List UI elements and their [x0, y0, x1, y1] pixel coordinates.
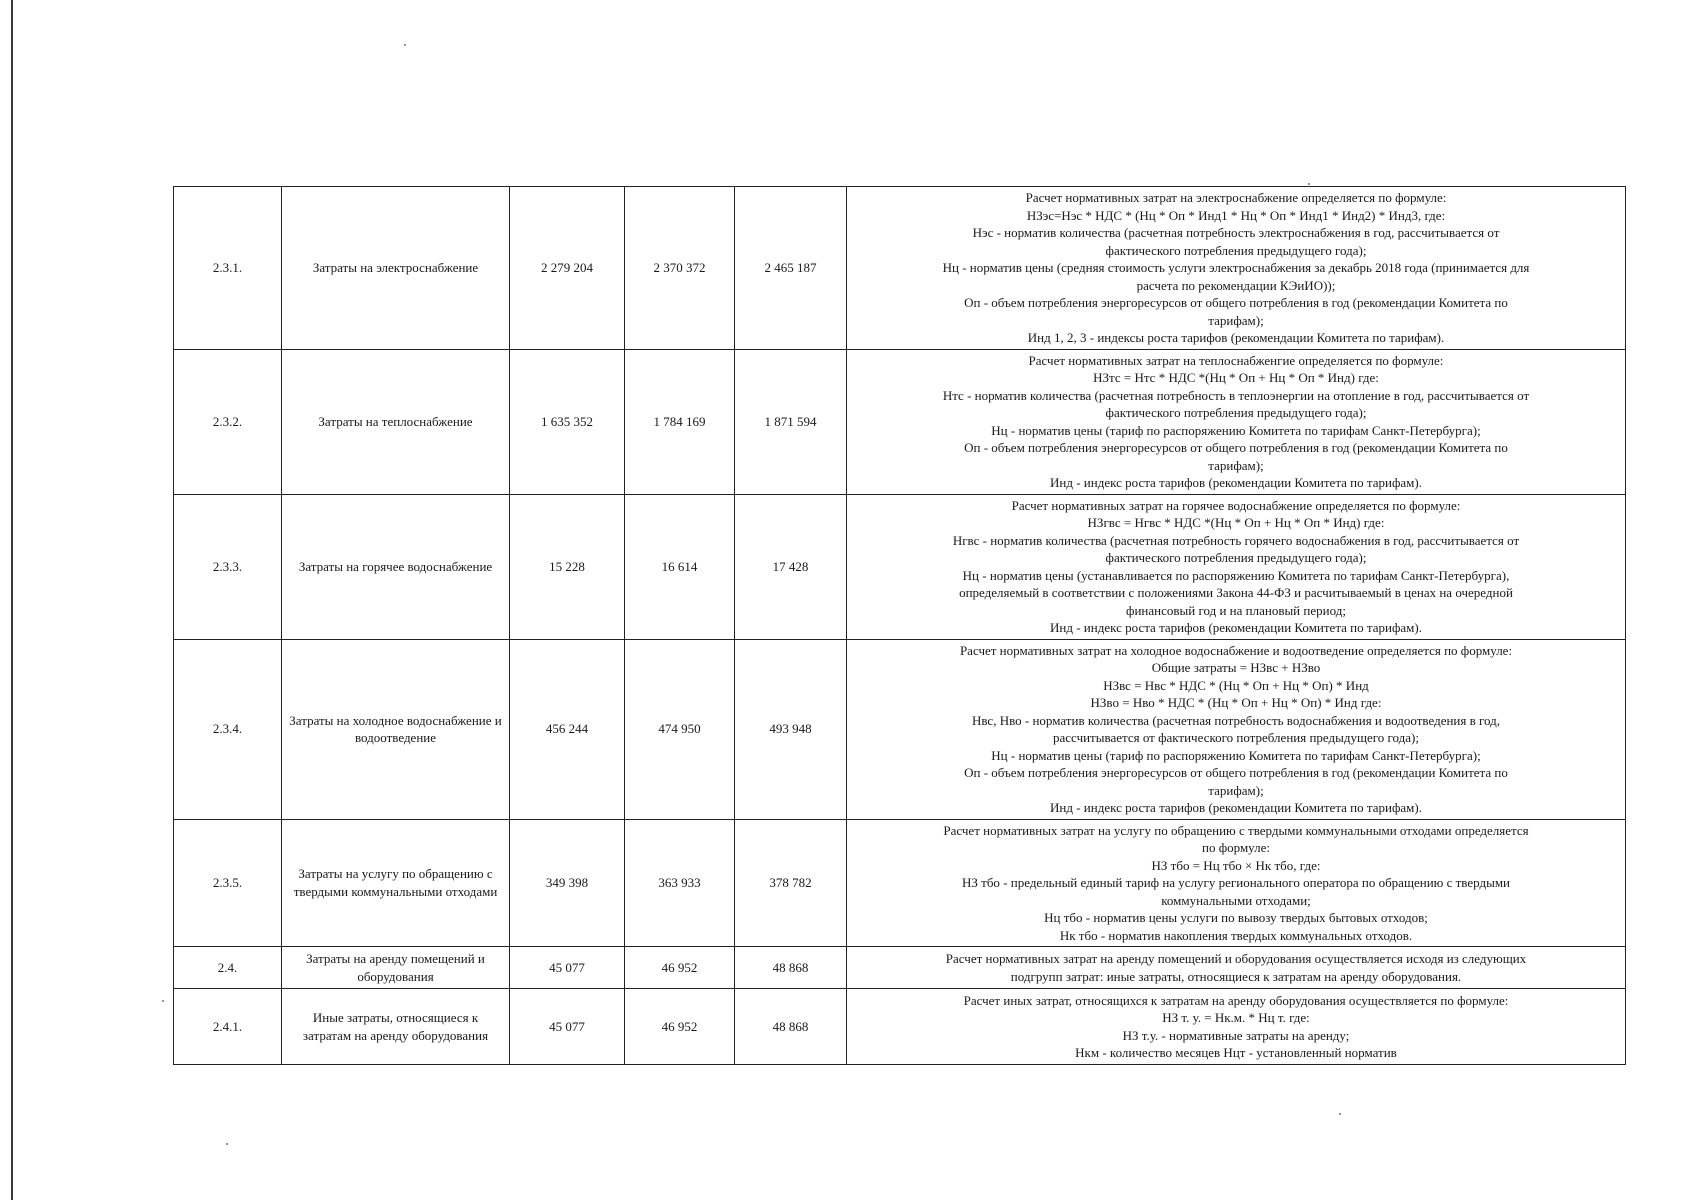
value-year-3: 493 948	[735, 639, 847, 819]
description-line: НЗвс = Нвс * НДС * (Нц * Оп + Нц * Оп) * Инд	[1103, 677, 1369, 693]
description-line: Нц - норматив цены (тариф по распоряжению Комитета по тарифам Санкт-Петербурга);	[991, 422, 1481, 438]
value-year-3: 48 868	[735, 947, 847, 989]
description-line: Расчет нормативных затрат на теплоснабженгие определяется по формуле:	[1028, 352, 1444, 368]
scan-speck	[404, 44, 406, 46]
description-line: Нк тбо - норматив накопления твердых коммунальных отходов.	[1059, 927, 1413, 943]
description-line: Оп - объем потребления энергоресурсов от общего потребления в год (рекомендации Комитета по	[964, 440, 1508, 455]
scan-speck	[226, 1143, 228, 1145]
description-line: Нвс, Нво - норматив количества (расчетная потребность водоснабжения и водоотведения в год,	[971, 712, 1501, 728]
description-line: Нц - норматив цены (средняя стоимость услуги электроснабжения за декабрь 2018 года (принимается для	[942, 260, 1530, 275]
value-year-1: 45 077	[510, 947, 625, 989]
row-name: Затраты на горячее водоснабжение	[282, 494, 510, 639]
description-line: Нц - норматив цены (устанавливается по распоряжению Комитета по тарифам Санкт-Петербурга),	[962, 567, 1510, 583]
description-line: определяемый в соответствии с положениями Закона 44-ФЗ и расчитываемый в ценах на очередной	[959, 585, 1513, 600]
description-line: НЗгвс = Нгвс * НДС *(Нц * Оп + Нц * Оп * Инд) где:	[1087, 515, 1385, 530]
row-name: Затраты на холодное водоснабжение и водоотведение	[282, 639, 510, 819]
description-line: Инд - индекс роста тарифов (рекомендации Комитета по тарифам).	[1050, 475, 1422, 490]
description-line: тарифам);	[1208, 457, 1264, 473]
row-name: Затраты на теплоснабжение	[282, 349, 510, 494]
description-line: НЗтс = Нтс * НДС *(Нц * Оп + Нц * Оп * Инд) где:	[1093, 370, 1379, 385]
value-year-3: 2 465 187	[735, 187, 847, 350]
row-code: 2.3.5.	[174, 819, 282, 947]
description-line: НЗ тбо - предельный единый тариф на услугу регионального оператора по обращению с твердыми	[961, 875, 1511, 890]
scan-speck	[162, 1000, 164, 1002]
description-line: тарифам);	[1208, 782, 1264, 798]
value-year-1: 1 635 352	[510, 349, 625, 494]
description-line: фактического потребления предыдущего года);	[1105, 550, 1367, 565]
description-line: Расчет нормативных затрат на аренду помещений и оборудования осуществляется исходя из следующих	[945, 951, 1527, 966]
table-body	[174, 187, 1626, 1065]
value-year-2: 46 952	[625, 989, 735, 1065]
value-year-2: 16 614	[625, 494, 735, 639]
description-line: Расчет нормативных затрат на холодное водоснабжение и водоотведение определяется по формуле:	[959, 642, 1513, 658]
value-year-2: 2 370 372	[625, 187, 735, 350]
table-row	[174, 187, 1626, 350]
row-description	[847, 819, 1626, 947]
value-year-2: 474 950	[625, 639, 735, 819]
row-description	[847, 187, 1626, 350]
description-line: Нкм - количество месяцев Нцт - установленный норматив	[1075, 1045, 1397, 1060]
value-year-1: 456 244	[510, 639, 625, 819]
description-line: Расчет нормативных затрат на горячее водоснабжение определяется по формуле:	[1011, 497, 1461, 513]
description-line: Нэс - норматив количества (расчетная потребность электроснабжения в год, рассчитывается от	[972, 225, 1500, 240]
table-row	[174, 349, 1626, 494]
description-line: коммунальными отходами;	[1161, 892, 1311, 908]
description-line: НЗво = Нво * НДС * (Нц * Оп + Нц * Оп) * Инд где:	[1090, 695, 1382, 710]
value-year-1: 15 228	[510, 494, 625, 639]
row-description	[847, 989, 1626, 1065]
description-line: рассчитывается от фактического потребления предыдущего года);	[1053, 730, 1419, 745]
scan-speck	[1339, 1113, 1341, 1115]
description-line: Расчет нормативных затрат на услугу по обращению с твердыми коммунальными отходами определяется	[943, 822, 1529, 838]
row-description	[847, 639, 1626, 819]
row-name: Затраты на аренду помещений и оборудования	[282, 947, 510, 989]
row-description	[847, 947, 1626, 989]
description-line: Инд 1, 2, 3 - индексы роста тарифов (рекомендации Комитета по тарифам).	[1027, 330, 1445, 345]
row-code: 2.4.	[174, 947, 282, 989]
description-line: Оп - объем потребления энергоресурсов от общего потребления в год (рекомендации Комитета по	[964, 765, 1508, 780]
value-year-3: 1 871 594	[735, 349, 847, 494]
description-line: НЗ т. у. = Нк.м. * Нц т. где:	[1162, 1010, 1310, 1025]
description-line: Расчет иных затрат, относящихся к затратам на аренду оборудования осуществляется по формуле:	[963, 992, 1509, 1008]
value-year-1: 2 279 204	[510, 187, 625, 350]
row-name: Затраты на электроснабжение	[282, 187, 510, 350]
table-row	[174, 947, 1626, 989]
description-line: Общие затраты = НЗвс + НЗво	[1151, 660, 1321, 675]
description-line: по формуле:	[1202, 840, 1270, 855]
row-code: 2.3.2.	[174, 349, 282, 494]
description-line: Расчет нормативных затрат на электроснабжение определяется по формуле:	[1025, 190, 1447, 205]
description-line: Нтс - норматив количества (расчетная потребность в теплоэнергии на отопление в год, рассчитывается от	[942, 387, 1530, 403]
scan-speck	[1308, 183, 1310, 185]
description-line: финансовый год и на плановый период;	[1126, 602, 1346, 618]
table-row	[174, 494, 1626, 639]
description-line: подгрупп затрат: иные затраты, относящиеся к затратам на аренду оборудования.	[1010, 968, 1462, 984]
description-line: Оп - объем потребления энергоресурсов от общего потребления в год (рекомендации Комитета по	[964, 295, 1508, 310]
description-line: Нц - норматив цены (тариф по распоряжению Комитета по тарифам Санкт-Петербурга);	[991, 747, 1481, 763]
description-line: фактического потребления предыдущего года);	[1105, 242, 1367, 258]
description-line: Нгвс - норматив количества (расчетная потребность горячего водоснабжения в год, рассчитывается от	[952, 532, 1520, 548]
row-description	[847, 349, 1626, 494]
description-line: НЗэс=Нэс * НДС * (Нц * Оп * Инд1 * Нц * Оп * Инд1 * Инд2) * Инд3, где:	[1026, 207, 1446, 223]
description-line: НЗ тбо = Нц тбо × Нк тбо, где:	[1151, 857, 1321, 873]
table-row	[174, 989, 1626, 1065]
value-year-3: 378 782	[735, 819, 847, 947]
table-row	[174, 639, 1626, 819]
description-line: фактического потребления предыдущего года);	[1105, 405, 1367, 420]
value-year-3: 17 428	[735, 494, 847, 639]
description-line: НЗ т.у. - нормативные затраты на аренду;	[1122, 1027, 1350, 1043]
value-year-1: 349 398	[510, 819, 625, 947]
cost-calculation-table	[173, 186, 1626, 1065]
binding-edge-line	[11, 0, 13, 1200]
row-code: 2.3.4.	[174, 639, 282, 819]
description-line: Инд - индекс роста тарифов (рекомендации Комитета по тарифам).	[1050, 620, 1422, 635]
table-row	[174, 819, 1626, 947]
description-line: Инд - индекс роста тарифов (рекомендации Комитета по тарифам).	[1050, 800, 1422, 815]
description-line: тарифам);	[1208, 312, 1264, 328]
row-description	[847, 494, 1626, 639]
row-code: 2.3.1.	[174, 187, 282, 350]
value-year-1: 45 077	[510, 989, 625, 1065]
row-name: Иные затраты, относящиеся к затратам на аренду оборудования	[282, 989, 510, 1065]
value-year-3: 48 868	[735, 989, 847, 1065]
value-year-2: 363 933	[625, 819, 735, 947]
row-name: Затраты на услугу по обращению с твердыми коммунальными отходами	[282, 819, 510, 947]
description-line: Нц тбо - норматив цены услуги по вывозу твердых бытовых отходов;	[1044, 910, 1428, 925]
value-year-2: 46 952	[625, 947, 735, 989]
description-line: расчета по рекомендации КЭиИО));	[1136, 277, 1336, 293]
row-code: 2.4.1.	[174, 989, 282, 1065]
row-code: 2.3.3.	[174, 494, 282, 639]
value-year-2: 1 784 169	[625, 349, 735, 494]
